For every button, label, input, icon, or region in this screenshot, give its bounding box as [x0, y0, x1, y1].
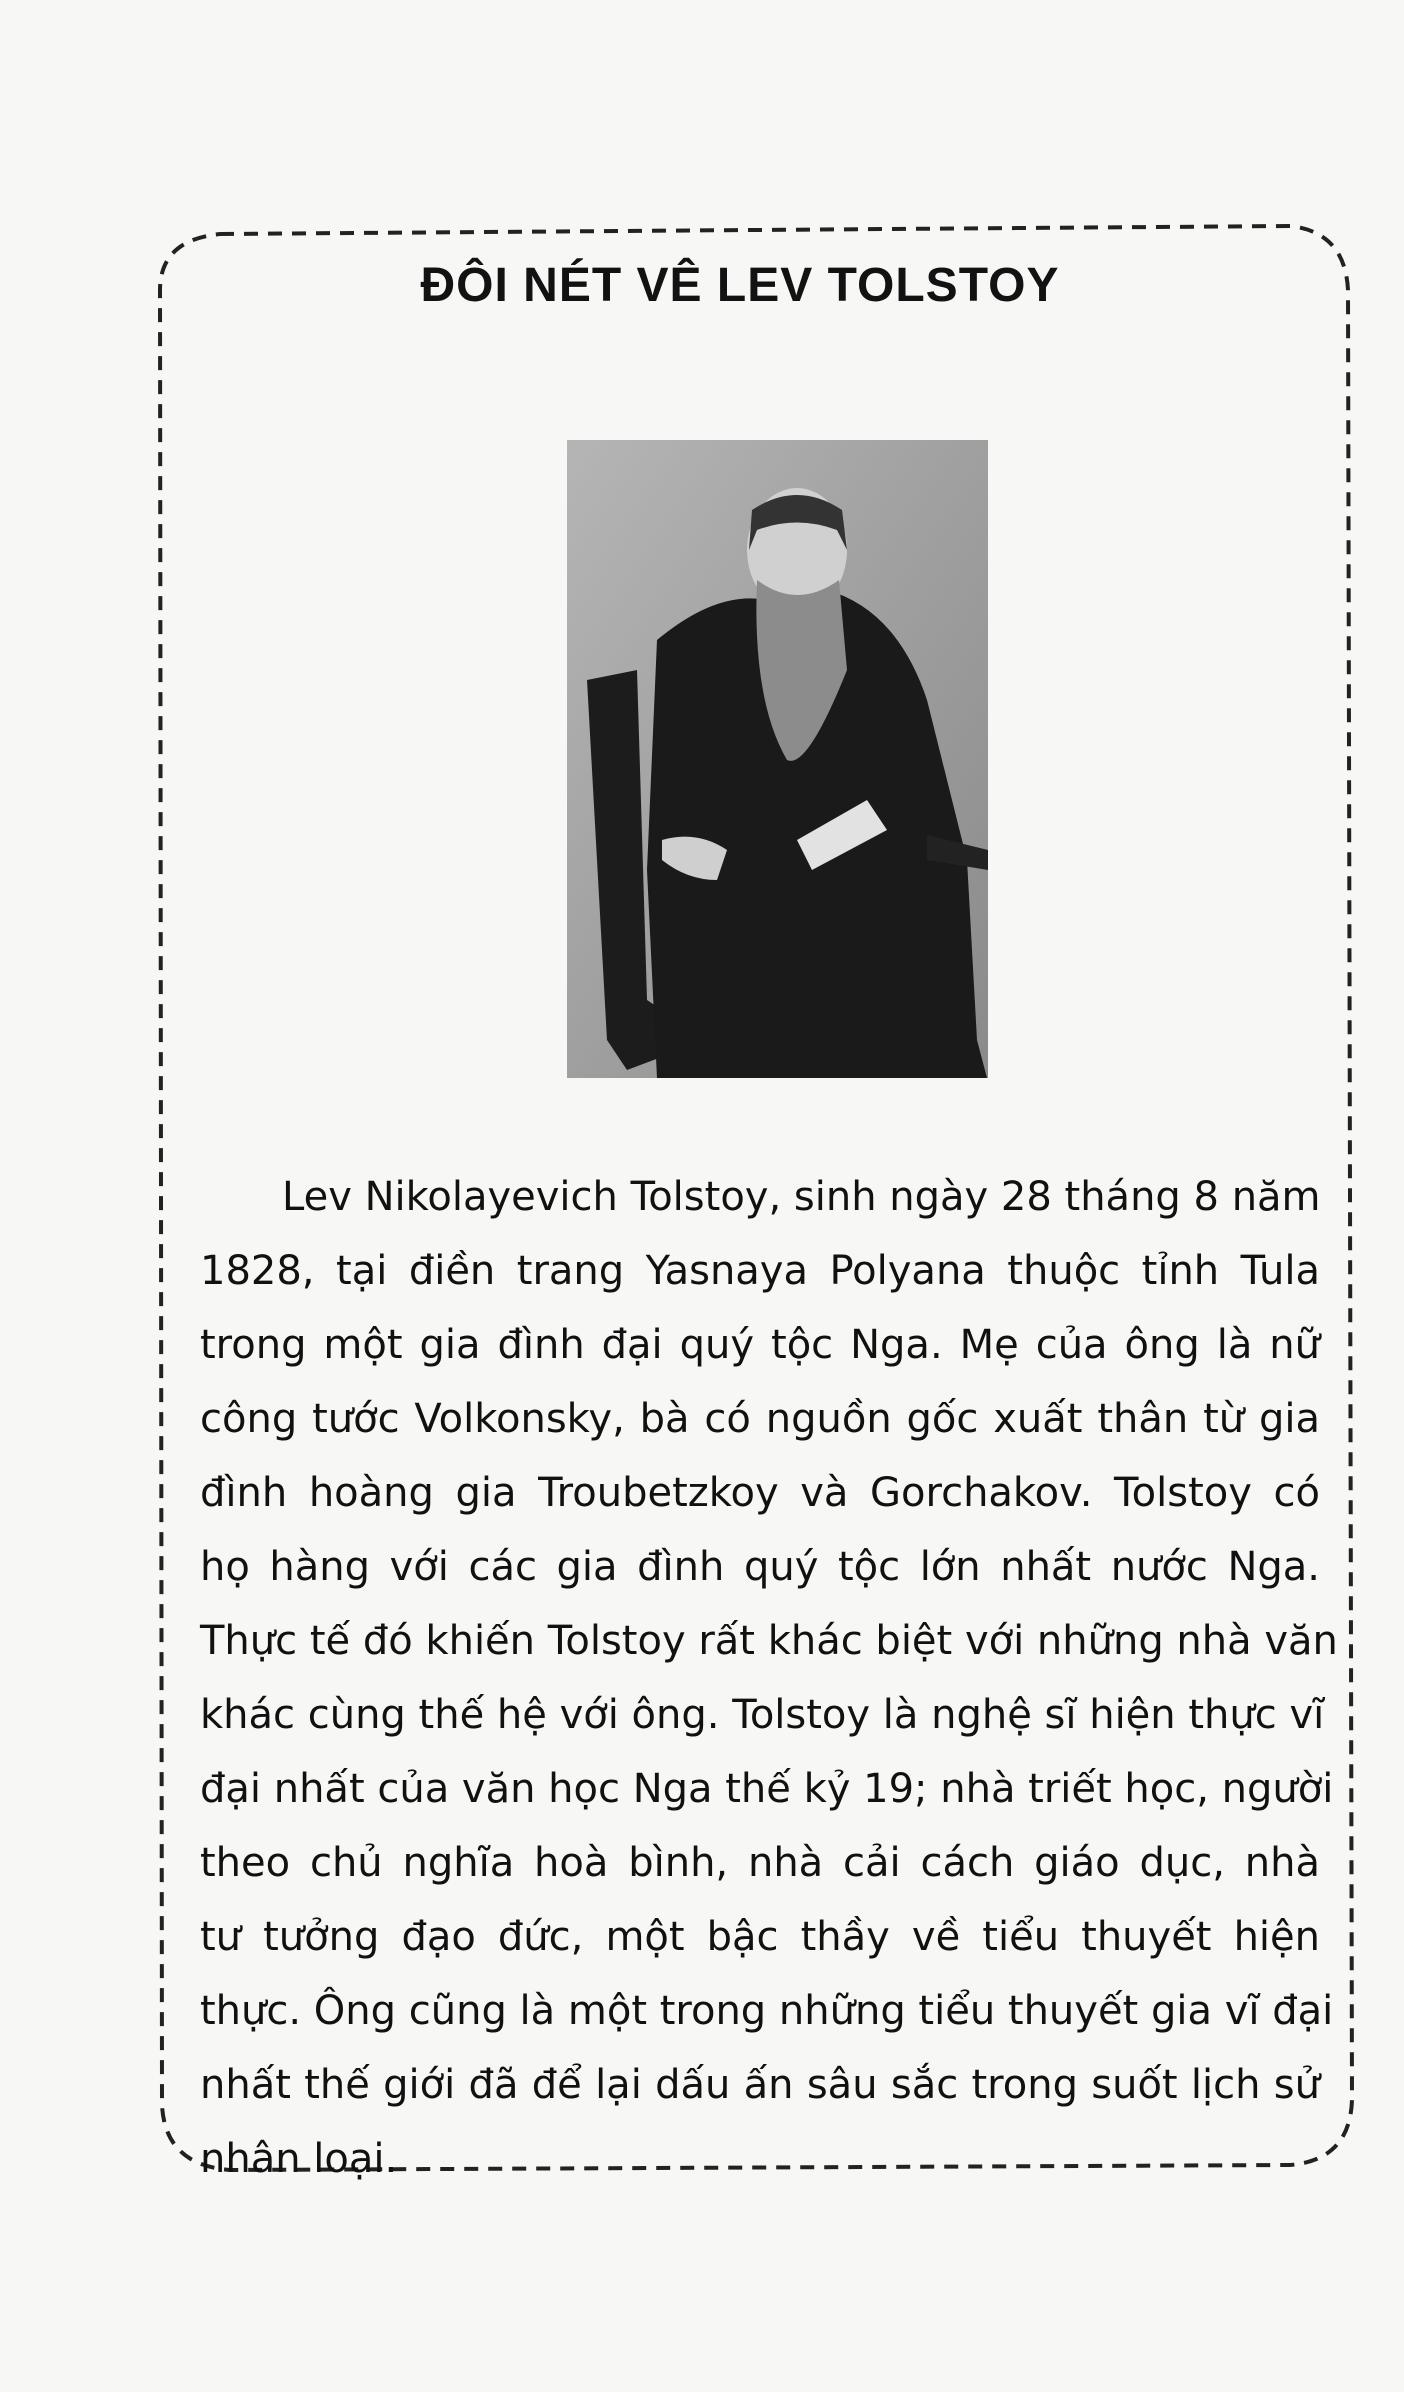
paragraph-line: nhất thế giới đã để lại dấu ấn sâu sắc trong suốt lịch sử [200, 2062, 1320, 2108]
paragraph-line: khác cùng thế hệ với ông. Tolstoy là nghệ sĩ hiện thực vĩ [200, 1692, 1325, 1738]
paragraph-line: Thực tế đó khiến Tolstoy rất khác biệt với những nhà văn [200, 1618, 1338, 1664]
paragraph-line: đại nhất của văn học Nga thế kỷ 19; nhà triết học, người [200, 1766, 1334, 1812]
paragraph-line: đình hoàng gia Troubetzkoy và Gorchakov. Tolstoy có [200, 1470, 1320, 1516]
paragraph-line: tư tưởng đạo đức, một bậc thầy về tiểu thuyết hiện [200, 1914, 1320, 1960]
box-title: ĐÔI NÉT VÊ LEV TOLSTOY [420, 259, 1060, 312]
paragraph-line: trong một gia đình đại quý tộc Nga. Mẹ của ông là nữ [200, 1322, 1320, 1368]
paragraph-line: 1828, tại điền trang Yasnaya Polyana thuộc tỉnh Tula [200, 1248, 1320, 1294]
paragraph-line: thực. Ông cũng là một trong những tiểu thuyết gia vĩ đại [200, 1988, 1334, 2034]
paragraph-line: nhân loại. [200, 2136, 398, 2182]
tolstoy-portrait-image [567, 440, 988, 1078]
biography-paragraph [200, 1160, 1338, 2196]
paragraph-line: Lev Nikolayevich Tolstoy, sinh ngày 28 tháng 8 năm [282, 1174, 1321, 1220]
paragraph-line: công tước Volkonsky, bà có nguồn gốc xuất thân từ gia [200, 1396, 1320, 1442]
paragraph-line: theo chủ nghĩa hoà bình, nhà cải cách giáo dục, nhà [200, 1840, 1320, 1886]
paragraph-line: họ hàng với các gia đình quý tộc lớn nhất nước Nga. [200, 1544, 1320, 1590]
